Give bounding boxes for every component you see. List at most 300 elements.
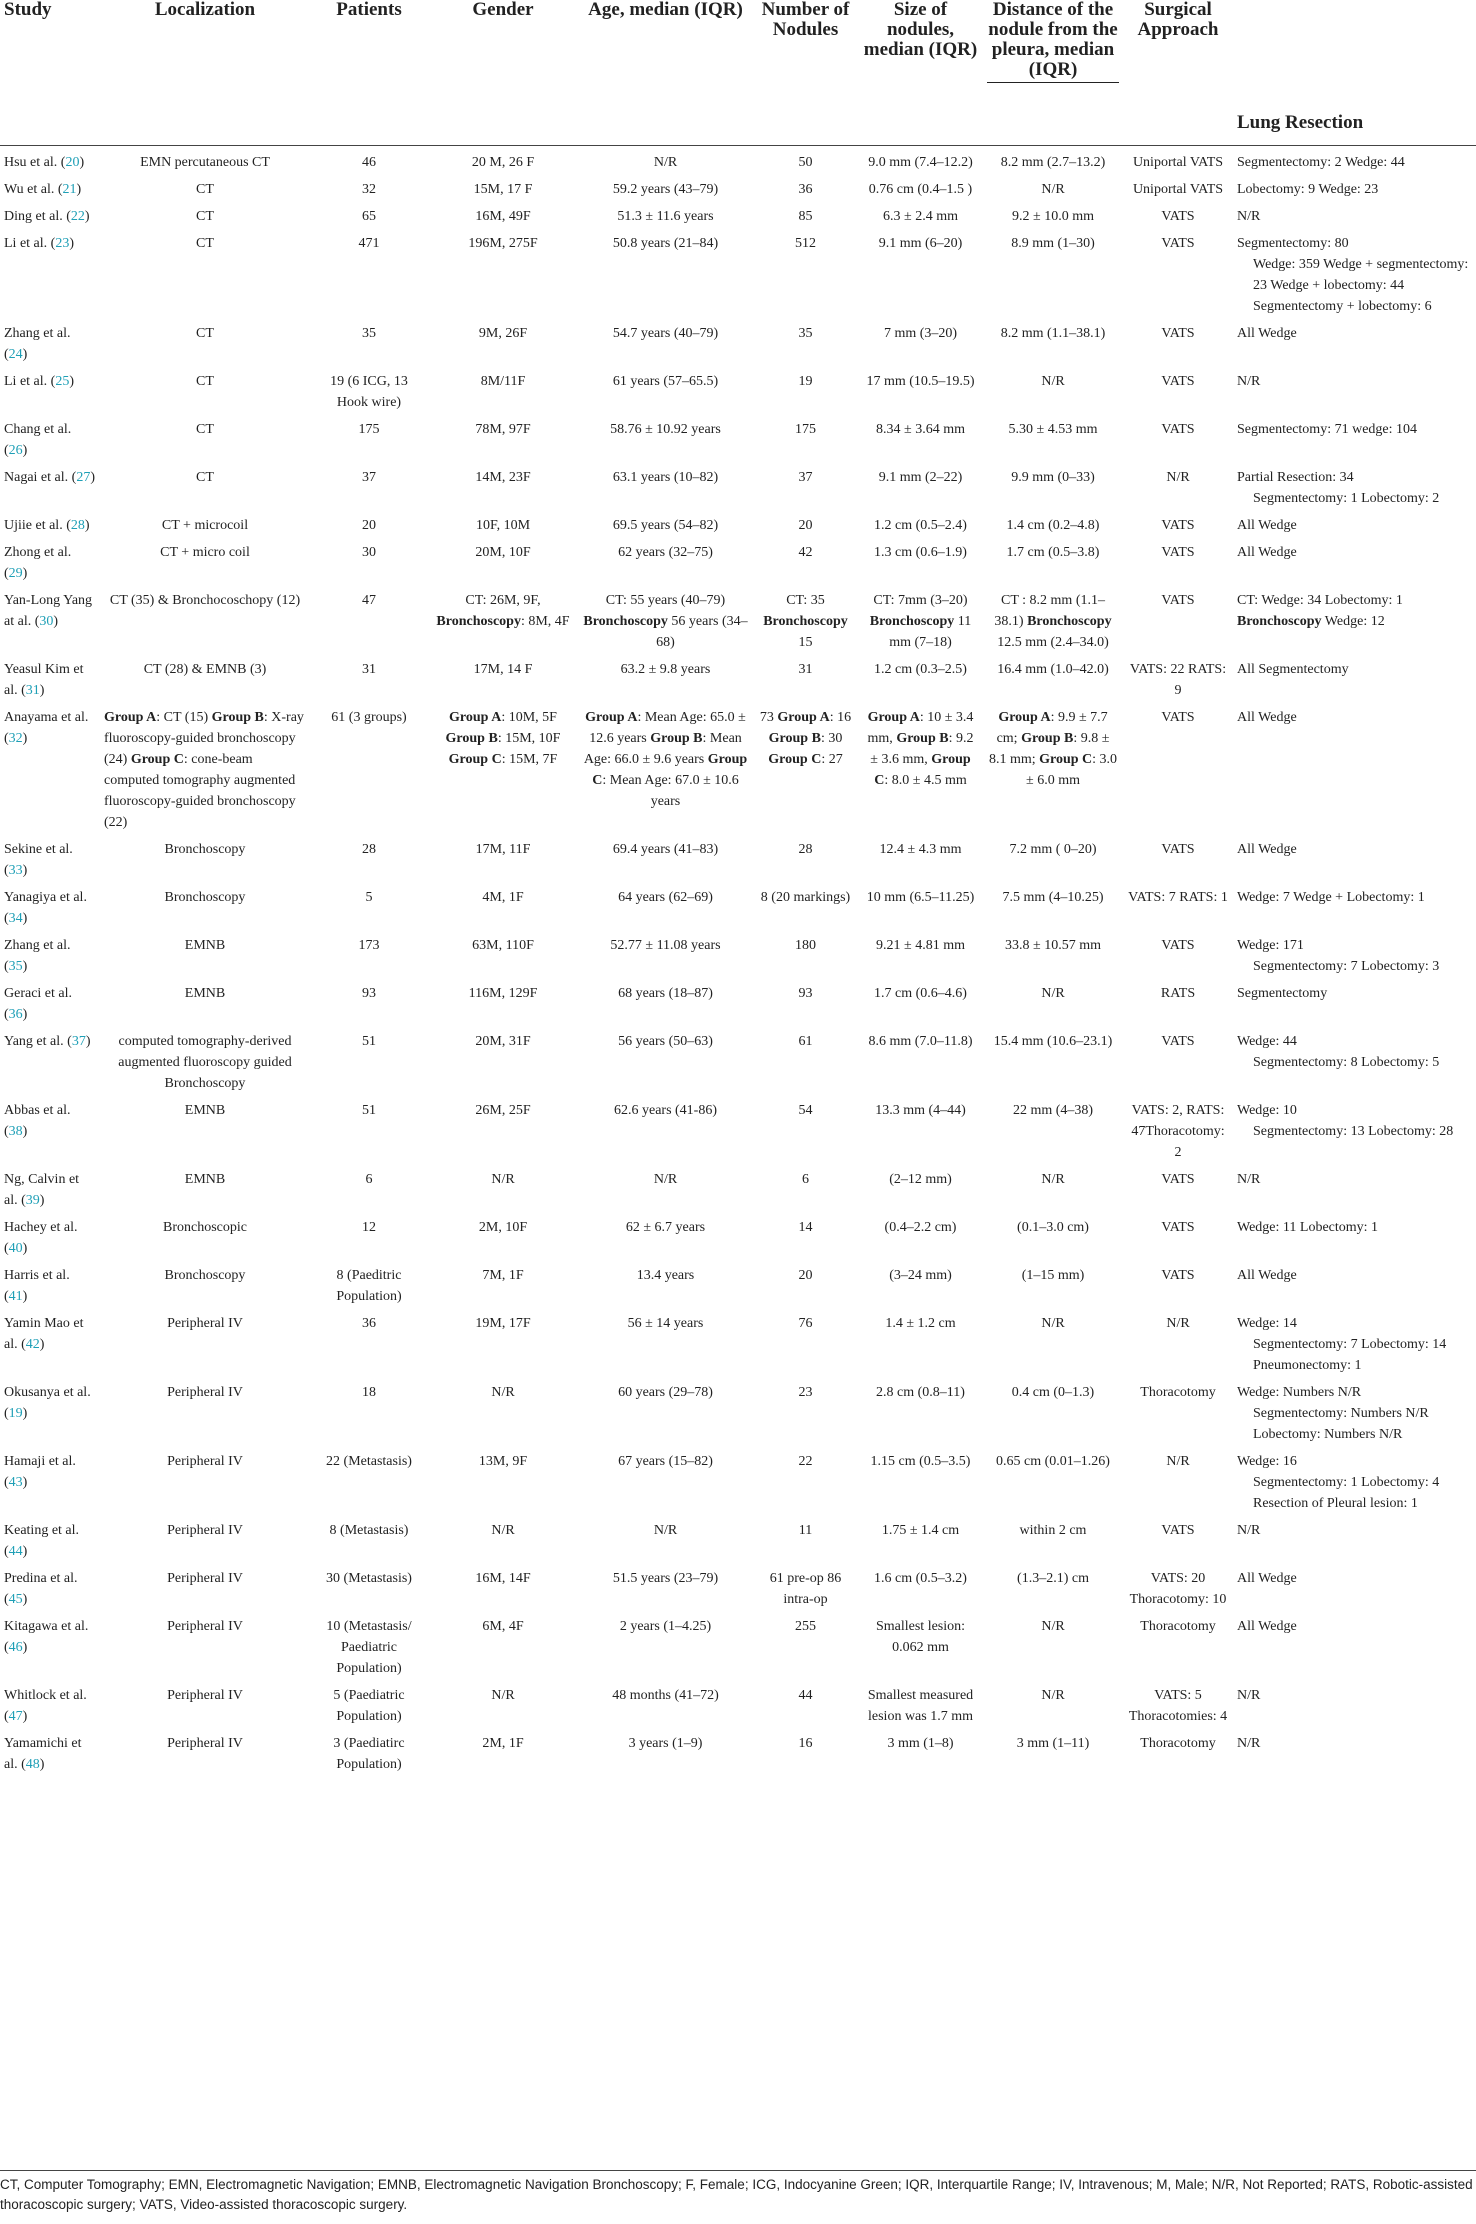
- cell-resection: [1233, 1307, 1476, 1376]
- cell-text: 11: [798, 1523, 813, 1538]
- reference-link[interactable]: 23: [55, 236, 70, 251]
- cell-localization: [100, 365, 310, 413]
- header-size: Size of nodules, median (IQR): [863, 0, 978, 60]
- cell-distance: [983, 1163, 1123, 1211]
- cell-text: 17M, 11F: [475, 842, 531, 857]
- reference-link[interactable]: 41: [8, 1289, 23, 1304]
- table-row: [0, 584, 1476, 653]
- cell-text: : 27: [821, 752, 843, 767]
- cell-text: VATS: 5 Thoracotomies: 4: [1128, 1688, 1228, 1724]
- cell-text: 14: [798, 1220, 813, 1235]
- cell-size: [858, 1562, 983, 1610]
- study-name: Okusanya et al.: [4, 1385, 91, 1400]
- cell-localization: [100, 509, 310, 536]
- cell-text: : Mean Age: 65.0 ± 12.6 years: [589, 710, 746, 746]
- study-name: Ding et al.: [4, 209, 63, 224]
- cell-text: N/R: [1041, 1688, 1065, 1703]
- cell-text: VATS: [1161, 209, 1195, 224]
- table-row: [0, 200, 1476, 227]
- cell-text: 10 mm (6.5–11.25): [866, 890, 975, 905]
- study-name: Whitlock et al.: [4, 1688, 87, 1703]
- bold-label: Group A: [867, 710, 920, 725]
- cell-size: [858, 977, 983, 1025]
- cell-text: 11 mm (7–18): [889, 614, 972, 650]
- cell-text: Wedge: Numbers N/R: [1237, 1385, 1362, 1400]
- cell-text: (1–15 mm): [1021, 1268, 1085, 1283]
- reference-link[interactable]: 36: [8, 1007, 23, 1022]
- study-name: Hamaji et al.: [4, 1454, 76, 1469]
- cell-text: VATS: [1161, 1034, 1195, 1049]
- study-name: Yamin Mao et al.: [4, 1316, 84, 1352]
- bold-label: Group A: [585, 710, 638, 725]
- cell-nodules: [753, 365, 858, 413]
- bold-label: Group C: [592, 752, 748, 788]
- cell-nodules: [753, 1679, 858, 1727]
- table-row: [0, 1163, 1476, 1211]
- cell-text: N/R: [1237, 1172, 1261, 1187]
- cell-text: 20M, 31F: [475, 1034, 531, 1049]
- study-name: Zhong et al.: [4, 545, 72, 560]
- cell-text: Bronchoscopic: [163, 1220, 247, 1235]
- cell-gender: [428, 701, 578, 833]
- cell-gender: [428, 461, 578, 509]
- cell-localization: [100, 653, 310, 701]
- cell-approach: [1123, 1562, 1233, 1610]
- cell-localization: [100, 1211, 310, 1259]
- cell-text: 0.4 cm (0–1.3): [1011, 1385, 1095, 1400]
- cell-text: EMNB: [184, 1172, 226, 1187]
- cell-text: All Wedge: [1237, 518, 1297, 533]
- cell-distance: [983, 365, 1123, 413]
- cell-approach: [1123, 584, 1233, 653]
- reference-link[interactable]: 34: [8, 911, 23, 926]
- cell-text: Wedge: 12: [1321, 614, 1385, 629]
- cell-approach: [1123, 173, 1233, 200]
- cell-text: 512: [795, 236, 816, 251]
- cell-study: Kitagawa et al. (46): [4, 1619, 89, 1655]
- cell-text: Thoracotomy: [1140, 1385, 1216, 1400]
- study-name: Zhang et al.: [4, 938, 71, 953]
- cell-text: 6: [365, 1172, 373, 1187]
- reference-link[interactable]: 43: [8, 1475, 23, 1490]
- cell-resection: [1233, 413, 1476, 461]
- cell-text: (0.4–2.2 cm): [884, 1220, 957, 1235]
- cell-patients: [310, 461, 428, 509]
- cell-distance: [983, 929, 1123, 977]
- cell-text: 8.2 mm (2.7–13.2): [1000, 155, 1106, 170]
- bold-label: Bronchoscopy: [869, 614, 955, 629]
- cell-text: Wedge: 16: [1237, 1454, 1297, 1469]
- cell-text: 22 mm (4–38): [1012, 1103, 1094, 1118]
- cell-text: Peripheral IV: [167, 1619, 243, 1634]
- cell-patients: [310, 413, 428, 461]
- cell-patients: [310, 536, 428, 584]
- cell-nodules: [753, 1562, 858, 1610]
- cell-text: 62.6 years (41-86): [613, 1103, 718, 1118]
- cell-age: [578, 1211, 753, 1259]
- cell-text: 8.6 mm (7.0–11.8): [868, 1034, 973, 1049]
- cell-text: Segmentectomy: 13 Lobectomy: 28: [1253, 1124, 1454, 1139]
- bold-label: Group C: [448, 752, 502, 767]
- cell-study: Harris et al. (41): [4, 1268, 70, 1304]
- reference-link[interactable]: 37: [71, 1034, 86, 1049]
- reference-link[interactable]: 48: [25, 1757, 40, 1772]
- cell-nodules: [753, 317, 858, 365]
- cell-text: 13M, 9F: [478, 1454, 528, 1469]
- cell-text: : 10M, 5F: [501, 710, 557, 725]
- cell-text: 12.4 ± 4.3 mm: [879, 842, 962, 857]
- cell-age: [578, 413, 753, 461]
- reference-link[interactable]: 45: [8, 1592, 23, 1607]
- cell-nodules: [753, 1727, 858, 1775]
- cell-gender: [428, 200, 578, 227]
- cell-localization: [100, 461, 310, 509]
- cell-distance: [983, 1259, 1123, 1307]
- cell-age: [578, 701, 753, 833]
- cell-text: 20: [362, 518, 376, 533]
- cell-size: [858, 317, 983, 365]
- cell-resection: [1233, 173, 1476, 200]
- reference-link[interactable]: 33: [8, 863, 23, 878]
- cell-resection: [1233, 509, 1476, 536]
- reference-link[interactable]: 20: [65, 155, 80, 170]
- cell-text: 6: [802, 1172, 809, 1187]
- cell-text: Segmentectomy: Numbers N/R Lobectomy: Numbers N/R: [1253, 1406, 1429, 1442]
- cell-text: N/R: [491, 1523, 515, 1538]
- cell-text: Uniportal VATS: [1132, 155, 1224, 170]
- cell-resection: [1233, 929, 1476, 977]
- reference-link[interactable]: 44: [8, 1544, 23, 1559]
- cell-text: 31: [798, 662, 813, 677]
- cell-text: 2 years (1–4.25): [619, 1619, 712, 1634]
- reference-link[interactable]: 42: [25, 1337, 40, 1352]
- cell-text: 64 years (62–69): [618, 890, 713, 905]
- cell-size: [858, 200, 983, 227]
- cell-text: VATS: [1161, 374, 1195, 389]
- cell-text: : 15M, 10F: [497, 731, 561, 746]
- cell-text: 8M/11F: [480, 374, 526, 389]
- cell-text: N/R: [1166, 470, 1190, 485]
- cell-nodules: [753, 653, 858, 701]
- cell-localization: [100, 1163, 310, 1211]
- cell-text: Peripheral IV: [167, 1316, 243, 1331]
- cell-text: VATS: [1161, 422, 1195, 437]
- cell-nodules: [753, 701, 858, 833]
- cell-text: 5 (Paediatric Population): [333, 1688, 405, 1724]
- cell-text: 20: [798, 1268, 813, 1283]
- study-name: Yeasul Kim et al.: [4, 662, 84, 698]
- cell-age: [578, 1307, 753, 1376]
- cell-text: CT: 7mm (3–20): [873, 593, 968, 608]
- table-row: [0, 173, 1476, 200]
- cell-nodules: [753, 1163, 858, 1211]
- cell-text: 44: [798, 1688, 813, 1703]
- cell-text: VATS: [1161, 842, 1195, 857]
- cell-text: 61 years (57–65.5): [612, 374, 719, 389]
- table-row: [0, 881, 1476, 929]
- cell-size: [858, 1307, 983, 1376]
- cell-text: N/R: [653, 1523, 678, 1538]
- cell-text: 65: [362, 209, 376, 224]
- cell-text: Wedge: 44: [1237, 1034, 1297, 1049]
- cell-patients: [310, 1562, 428, 1610]
- cell-text: 1.7 cm (0.5–3.8): [1006, 545, 1100, 560]
- cell-study: Yan-Long Yang at al. (30): [4, 593, 93, 629]
- cell-text: : cone-beam computed tomography augmented fluoroscopy-guided bronchoscopy (22): [104, 752, 296, 830]
- cell-text: N/R: [1237, 374, 1261, 389]
- cell-text: 85: [798, 209, 813, 224]
- cell-localization: [100, 1376, 310, 1445]
- cell-text: Segmentectomy: 1 Lobectomy: 4 Resection of Pleural lesion: 1: [1253, 1475, 1440, 1511]
- cell-text: : X-ray fluoroscopy-guided bronchoscopy (24): [104, 710, 304, 767]
- cell-text: 12: [362, 1220, 376, 1235]
- cell-resection: [1233, 1211, 1476, 1259]
- reference-link[interactable]: 30: [39, 614, 54, 629]
- cell-text: 51: [362, 1034, 376, 1049]
- table-body: [0, 146, 1476, 1776]
- cell-text: 36: [362, 1316, 376, 1331]
- reference-link[interactable]: 38: [8, 1124, 23, 1139]
- cell-text: : 15M, 7F: [501, 752, 558, 767]
- cell-text: 9.0 mm (7.4–12.2): [868, 155, 973, 170]
- reference-link[interactable]: 21: [62, 182, 77, 197]
- cell-text: 17M, 14 F: [473, 662, 533, 677]
- cell-text: 19 (6 ICG, 13 Hook wire): [330, 374, 408, 410]
- cell-text: 6.3 ± 2.4 mm: [883, 209, 958, 224]
- cell-text: 16.4 mm (1.0–42.0): [997, 662, 1109, 677]
- bold-label: Bronchoscopy: [436, 614, 521, 629]
- cell-text: 93: [362, 986, 376, 1001]
- reference-link[interactable]: 35: [8, 959, 23, 974]
- cell-distance: [983, 1610, 1123, 1679]
- table-row: [0, 1610, 1476, 1679]
- table-row: [0, 1445, 1476, 1514]
- cell-localization: [100, 317, 310, 365]
- cell-gender: [428, 317, 578, 365]
- cell-age: [578, 653, 753, 701]
- cell-gender: [428, 1211, 578, 1259]
- cell-gender: [428, 1163, 578, 1211]
- cell-text: 3 years (1–9): [628, 1736, 703, 1751]
- cell-resection: [1233, 1094, 1476, 1163]
- cell-localization: [100, 1094, 310, 1163]
- header-row: [0, 0, 1476, 146]
- cell-text: 67 years (15–82): [618, 1454, 713, 1469]
- cell-text: 59.2 years (43–79): [612, 182, 719, 197]
- cell-distance: [983, 653, 1123, 701]
- cell-study: Li et al. (23): [4, 236, 74, 251]
- cell-nodules: [753, 584, 858, 653]
- cell-patients: [310, 509, 428, 536]
- cell-text: VATS: [1161, 545, 1195, 560]
- cell-text: N/R: [1041, 1172, 1065, 1187]
- header-distance: [983, 0, 1123, 146]
- cell-text: Segmentectomy: 71 wedge: 104: [1237, 422, 1418, 437]
- cell-text: 16M, 14F: [475, 1571, 531, 1586]
- cell-text: 7M, 1F: [482, 1268, 524, 1283]
- cell-resection: [1233, 881, 1476, 929]
- cell-text: 69.5 years (54–82): [612, 518, 719, 533]
- reference-link[interactable]: 40: [8, 1241, 23, 1256]
- cell-text: 61 (3 groups): [331, 710, 407, 725]
- cell-text: VATS: 7 RATS: 1: [1128, 890, 1228, 905]
- cell-text: : 8.0 ± 4.5 mm: [884, 773, 967, 788]
- cell-age: [578, 317, 753, 365]
- cell-text: CT: [196, 422, 214, 437]
- cell-size: [858, 227, 983, 317]
- cell-resection: [1233, 653, 1476, 701]
- reference-link[interactable]: 32: [8, 731, 23, 746]
- reference-link[interactable]: 26: [8, 443, 23, 458]
- cell-study: Zhang et al. (35): [4, 938, 71, 974]
- cell-text: 1.2 cm (0.5–2.4): [874, 518, 967, 533]
- cell-text: 9.21 ± 4.81 mm: [876, 938, 965, 953]
- study-name: Yanagiya et al.: [4, 890, 87, 905]
- cell-approach: [1123, 536, 1233, 584]
- cell-text: N/R: [1237, 209, 1261, 224]
- bold-label: Group C: [874, 752, 971, 788]
- header-approach: Surgical Approach: [1137, 0, 1219, 40]
- cell-text: 51: [362, 1103, 376, 1118]
- cell-text: CT: [196, 209, 214, 224]
- cell-distance: [983, 977, 1123, 1025]
- cell-patients: [310, 833, 428, 881]
- cell-localization: [100, 413, 310, 461]
- cell-text: 471: [358, 236, 380, 251]
- cell-patients: [310, 653, 428, 701]
- cell-localization: [100, 1514, 310, 1562]
- cell-text: Wedge: 14: [1237, 1316, 1297, 1331]
- cell-text: 116M, 129F: [468, 986, 538, 1001]
- bold-label: Group B: [445, 731, 498, 746]
- cell-patients: [310, 1376, 428, 1445]
- cell-text: : Mean Age: 67.0 ± 10.6 years: [602, 773, 739, 809]
- cell-study: Keating et al. (44): [4, 1523, 80, 1559]
- cell-text: 0.65 cm (0.01–1.26): [996, 1454, 1110, 1469]
- header-gender: Gender: [472, 0, 534, 20]
- reference-link[interactable]: 27: [76, 470, 91, 485]
- reference-link[interactable]: 25: [55, 374, 70, 389]
- cell-text: 56 years (50–63): [618, 1034, 713, 1049]
- cell-text: 180: [795, 938, 816, 953]
- cell-text: All Wedge: [1237, 1268, 1297, 1283]
- cell-size: [858, 536, 983, 584]
- cell-text: Segmentectomy: 2 Wedge: 44: [1237, 155, 1405, 170]
- cell-text: Uniportal VATS: [1132, 182, 1224, 197]
- cell-text: Bronchoscopy: [164, 890, 246, 905]
- cell-localization: [100, 1307, 310, 1376]
- reference-link[interactable]: 22: [70, 209, 85, 224]
- cell-text: N/R: [1166, 1454, 1190, 1469]
- cell-text: CT: [196, 182, 214, 197]
- cell-study: Zhong et al. (29): [4, 545, 72, 581]
- cell-patients: [310, 1025, 428, 1094]
- cell-text: 1.7 cm (0.6–4.6): [874, 986, 967, 1001]
- cell-text: 62 years (32–75): [618, 545, 713, 560]
- cell-age: [578, 881, 753, 929]
- cell-distance: [983, 1211, 1123, 1259]
- cell-text: 16M, 49F: [475, 209, 531, 224]
- cell-text: : CT (15): [156, 710, 212, 725]
- bold-label: Group A: [998, 710, 1051, 725]
- cell-text: Peripheral IV: [167, 1688, 243, 1703]
- cell-text: 8 (20 markings): [760, 890, 851, 905]
- cell-text: VATS: [1161, 1268, 1195, 1283]
- cell-text: 42: [798, 545, 813, 560]
- cell-age: [578, 1727, 753, 1775]
- table-row: [0, 701, 1476, 833]
- cell-text: Thoracotomy: [1140, 1736, 1216, 1751]
- bold-label: Bronchoscopy: [763, 614, 848, 629]
- cell-patients: [310, 584, 428, 653]
- cell-study: Yamamichi et al. (48): [4, 1736, 82, 1772]
- reference-link[interactable]: 24: [8, 347, 23, 362]
- cell-text: 18: [362, 1385, 376, 1400]
- cell-study: Whitlock et al. (47): [4, 1688, 87, 1724]
- cell-size: [858, 509, 983, 536]
- cell-gender: [428, 977, 578, 1025]
- cell-text: 13.3 mm (4–44): [875, 1103, 966, 1118]
- cell-text: VATS: 20 Thoracotomy: 10: [1129, 1571, 1227, 1607]
- cell-text: computed tomography-derived augmented fluoroscopy guided Bronchoscopy: [118, 1034, 292, 1091]
- bold-label: Group C: [1039, 752, 1093, 767]
- cell-approach: [1123, 227, 1233, 317]
- cell-study: Yanagiya et al. (34): [4, 890, 87, 926]
- cell-study: Hsu et al. (20): [4, 155, 85, 170]
- cell-text: All Wedge: [1237, 710, 1297, 725]
- cell-text: 9.1 mm (2–22): [878, 470, 963, 485]
- cell-text: CT: 35: [786, 593, 825, 608]
- cell-approach: [1123, 1610, 1233, 1679]
- cell-distance: [983, 173, 1123, 200]
- cell-text: N/R: [1041, 1619, 1065, 1634]
- study-name: Yan-Long Yang at al.: [4, 593, 93, 629]
- reference-link[interactable]: 29: [8, 566, 23, 581]
- cell-resection: [1233, 1163, 1476, 1211]
- cell-text: 9.1 mm (6–20): [878, 236, 963, 251]
- reference-link[interactable]: 19: [8, 1406, 23, 1421]
- cell-size: [858, 173, 983, 200]
- cell-approach: [1123, 653, 1233, 701]
- cell-text: : 3.0 ± 6.0 mm: [1026, 752, 1118, 788]
- cell-text: 50.8 years (21–84): [612, 236, 719, 251]
- cell-localization: [100, 173, 310, 200]
- cell-nodules: [753, 1259, 858, 1307]
- study-name: Li et al.: [4, 374, 48, 389]
- cell-size: [858, 653, 983, 701]
- cell-text: 48 months (41–72): [612, 1688, 719, 1703]
- reference-link[interactable]: 39: [25, 1193, 40, 1208]
- table-row: [0, 1259, 1476, 1307]
- cell-text: : 9.2 ± 3.6 mm,: [870, 731, 974, 767]
- cell-text: Peripheral IV: [167, 1454, 243, 1469]
- cell-nodules: [753, 173, 858, 200]
- reference-link[interactable]: 31: [25, 683, 40, 698]
- reference-link[interactable]: 47: [8, 1709, 23, 1724]
- cell-text: 175: [358, 422, 380, 437]
- reference-link[interactable]: 46: [8, 1640, 23, 1655]
- cell-size: [858, 365, 983, 413]
- table-row: [0, 509, 1476, 536]
- cell-localization: [100, 1562, 310, 1610]
- cell-size: [858, 1094, 983, 1163]
- cell-distance: [983, 1094, 1123, 1163]
- study-name: Sekine et al.: [4, 842, 73, 857]
- cell-localization: [100, 977, 310, 1025]
- cell-text: 15.4 mm (10.6–23.1): [993, 1034, 1113, 1049]
- cell-text: All Wedge: [1237, 545, 1297, 560]
- reference-link[interactable]: 28: [70, 518, 85, 533]
